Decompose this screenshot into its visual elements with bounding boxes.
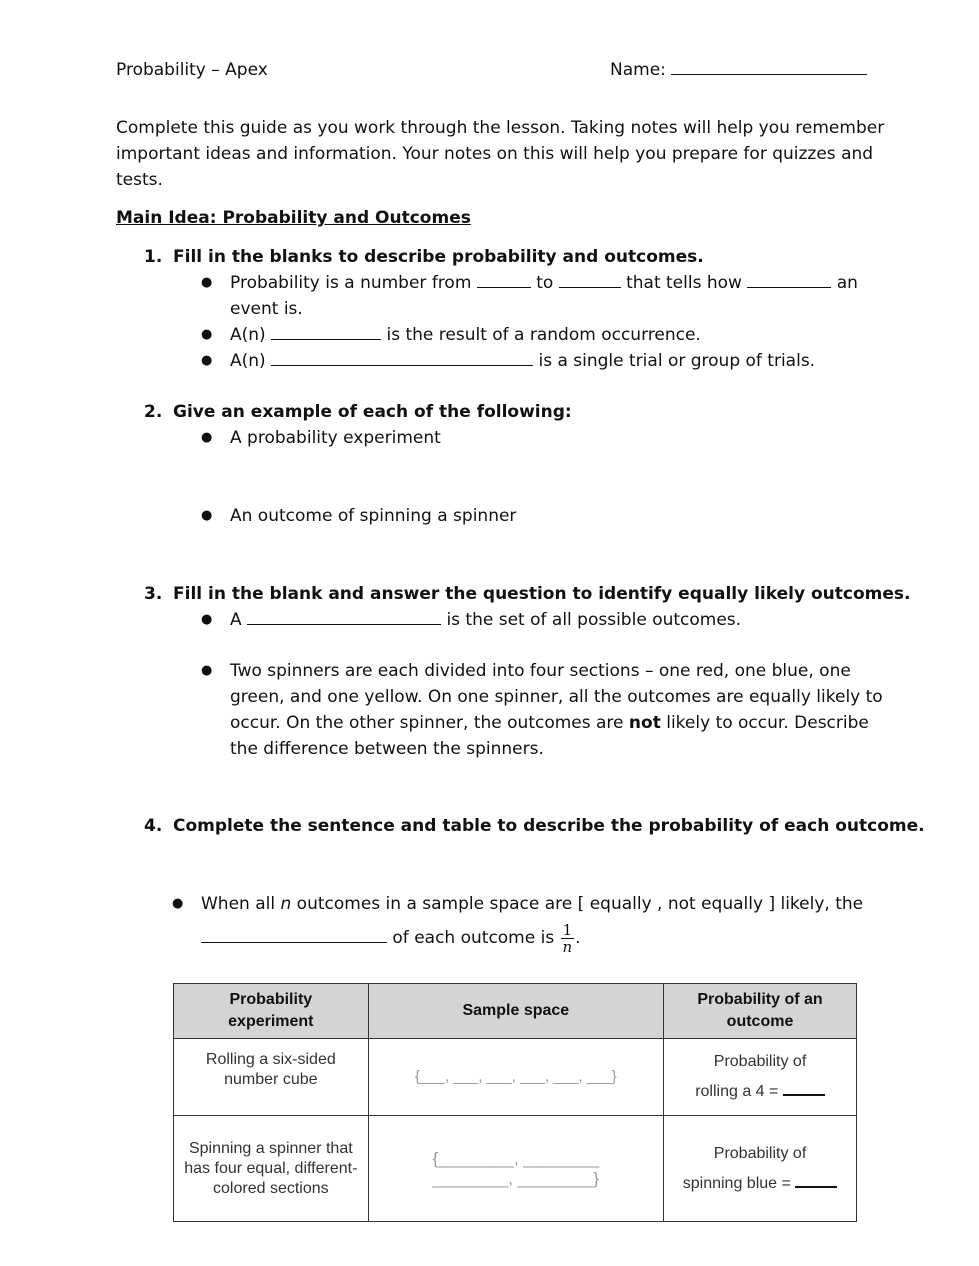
table-header-row: [174, 984, 857, 1039]
intro-line-1: Complete this guide as you work through the lesson. Taking notes will help you remember: [116, 118, 885, 138]
bullet-icon: ●: [201, 430, 213, 445]
q3-bullet-2-line-2: green, and one yellow. On one spinner, all the outcomes are equally likely to: [230, 687, 883, 707]
q3-bullet-2-line-3: occur. On the other spinner, the outcomes are not likely to occur. Describe: [230, 713, 869, 733]
intro-line-2: important ideas and information. Your notes on this will help you prepare for quizzes and: [116, 144, 874, 164]
main-idea-heading: Main Idea: Probability and Outcomes: [116, 208, 471, 228]
q1-bullet-1: Probability is a number from to that tells how an: [230, 270, 858, 296]
probability-blank[interactable]: [783, 1080, 825, 1096]
bullet-icon: ●: [201, 353, 213, 368]
probability-cell: Probability of spinning blue =: [664, 1116, 857, 1222]
sample-space-cell[interactable]: {___, ___, ___, ___, ___, ___}: [368, 1039, 663, 1116]
bullet-icon: ●: [201, 275, 213, 290]
probability-table: [173, 983, 857, 1222]
q3-blank-sample-space[interactable]: [247, 607, 441, 625]
q1-blank-outcome[interactable]: [271, 322, 381, 340]
q4-prompt: Complete the sentence and table to describe the probability of each outcome.: [173, 816, 925, 836]
sample-space-cell[interactable]: {________, ________ ________, ________}: [368, 1116, 663, 1222]
name-field[interactable]: [610, 57, 867, 83]
q4-blank-probability[interactable]: [201, 925, 387, 943]
q3-bullet-2-line-1: Two spinners are each divided into four sections – one red, one blue, one: [230, 661, 851, 681]
table-row: [174, 1116, 857, 1222]
q2-prompt: Give an example of each of the following:: [173, 402, 572, 422]
q1-blank-experiment[interactable]: [271, 348, 533, 366]
q4-sentence-line-1: When all n outcomes in a sample space are [ equally , not equally ] likely, the: [201, 894, 864, 914]
q4-sentence-line-2: of each outcome is $\frac{1}{n}$ .: [201, 918, 581, 958]
q1-bullet-1-cont: event is.: [230, 299, 303, 319]
experiment-cell: Rolling a six-sided number cube: [174, 1039, 369, 1116]
q1-blank-to[interactable]: [559, 270, 621, 288]
probability-blank[interactable]: [795, 1172, 837, 1188]
q1-blank-how[interactable]: [747, 270, 831, 288]
q1-bullet-3: A(n) is a single trial or group of trials.: [230, 348, 815, 374]
bullet-icon: ●: [201, 508, 213, 523]
q3-bullet-1: A is the set of all possible outcomes.: [230, 607, 741, 633]
q1-blank-from[interactable]: [477, 270, 531, 288]
probability-cell: Probability of rolling a 4 =: [664, 1039, 857, 1116]
name-label: Name:: [610, 60, 672, 80]
col-header-sample-space: Sample space: [368, 984, 663, 1039]
q3-bullet-2-line-4: the difference between the spinners.: [230, 739, 544, 759]
q2-bullet-1: A probability experiment: [230, 428, 441, 448]
q3-number: 3.: [144, 584, 163, 604]
table-row: [174, 1039, 857, 1116]
intro-line-3: tests.: [116, 170, 163, 190]
q1-prompt: Fill in the blanks to describe probability and outcomes.: [173, 247, 704, 267]
q1-number: 1.: [144, 247, 163, 267]
col-header-probability: Probability of an outcome: [664, 984, 857, 1039]
q2-bullet-2: An outcome of spinning a spinner: [230, 506, 517, 526]
bullet-icon: ●: [172, 896, 184, 911]
q1-bullet-2: A(n) is the result of a random occurrence.: [230, 322, 701, 348]
q4-number: 4.: [144, 816, 163, 836]
bullet-icon: ●: [201, 612, 213, 627]
document-title: Probability – Apex: [116, 60, 268, 80]
col-header-experiment: Probability experiment: [174, 984, 369, 1039]
q3-prompt: Fill in the blank and answer the question to identify equally likely outcomes.: [173, 584, 911, 604]
q2-number: 2.: [144, 402, 163, 422]
bullet-icon: ●: [201, 327, 213, 342]
experiment-cell: Spinning a spinner that has four equal, different-colored sections: [174, 1116, 369, 1222]
bullet-icon: ●: [201, 663, 213, 678]
one-over-n-fraction: $\frac{1}{n}$: [562, 920, 573, 956]
name-blank[interactable]: [671, 57, 867, 75]
